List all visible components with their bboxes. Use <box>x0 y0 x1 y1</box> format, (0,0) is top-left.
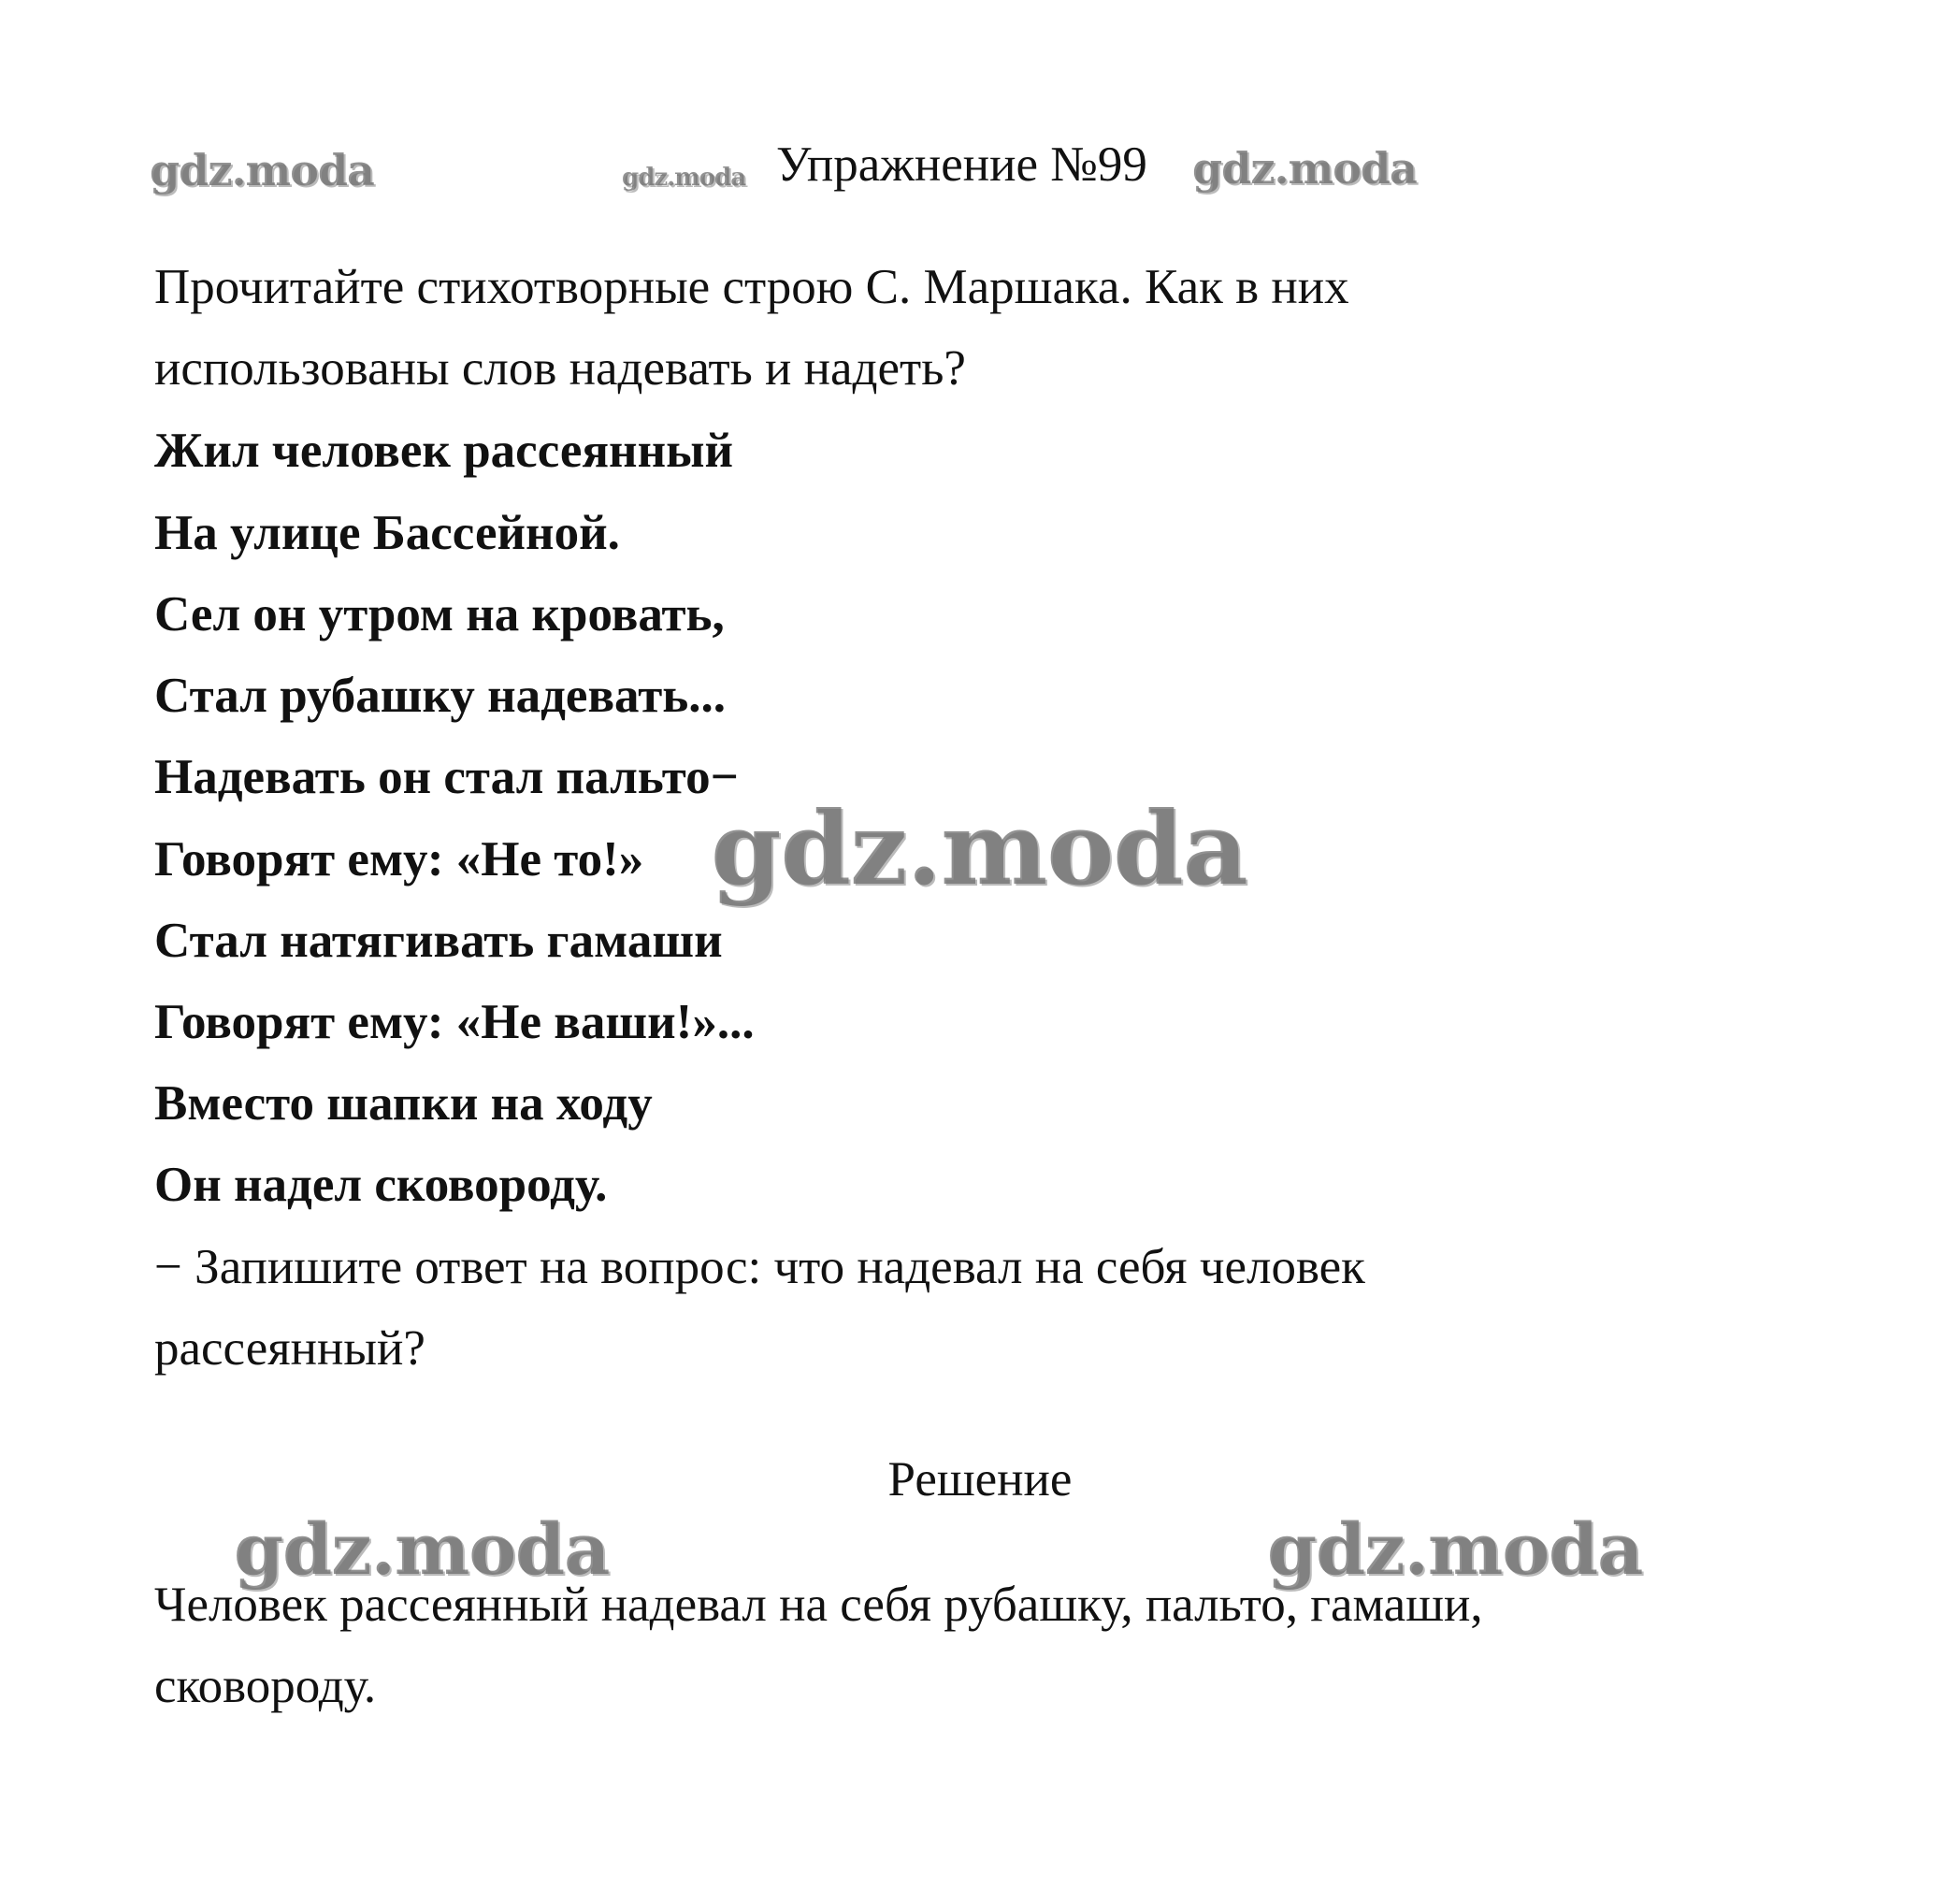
poem-line: Жил человек рассеянный <box>154 424 734 478</box>
poem-line: Стал рубашку надевать... <box>154 669 727 723</box>
exercise-title: Упражнение №99 <box>776 137 1147 192</box>
watermark-logo: gdz.moda <box>1267 1507 1643 1591</box>
poem-line: Вместо шапки на ходу <box>154 1076 653 1131</box>
poem-line: Надевать он стал пальто− <box>154 750 739 804</box>
poem-line: Говорят ему: «Не то!» <box>154 832 644 887</box>
task-intro-line: Прочитайте стихотворные строю С. Маршака. Как в них <box>154 260 1349 314</box>
watermark-logo: gdz.moda <box>622 164 746 192</box>
watermark-logo: gdz.moda <box>1192 143 1417 194</box>
poem-line: Стал натягивать гамаши <box>154 914 723 968</box>
solution-heading: Решение <box>887 1452 1073 1507</box>
task-intro-line: использованы слов надевать и надеть? <box>154 341 966 396</box>
question-line: − Запишите ответ на вопрос: что надевал на себя человек <box>154 1240 1365 1294</box>
poem-line: На улице Бассейной. <box>154 506 620 560</box>
poem-line: Он надел сковороду. <box>154 1158 608 1212</box>
poem-line: Говорят ему: «Не ваши!»... <box>154 995 755 1049</box>
watermark-logo: gdz.moda <box>234 1507 610 1591</box>
poem-line: Сел он утром на кровать, <box>154 587 725 642</box>
answer-line: сковороду. <box>154 1659 377 1713</box>
question-line: рассеянный? <box>154 1321 425 1376</box>
watermark-logo: gdz.moda <box>150 145 374 195</box>
watermark-logo: gdz.moda <box>711 790 1247 908</box>
answer-line: Человек рассеянный надевал на себя рубашку, пальто, гамаши, <box>154 1578 1483 1632</box>
